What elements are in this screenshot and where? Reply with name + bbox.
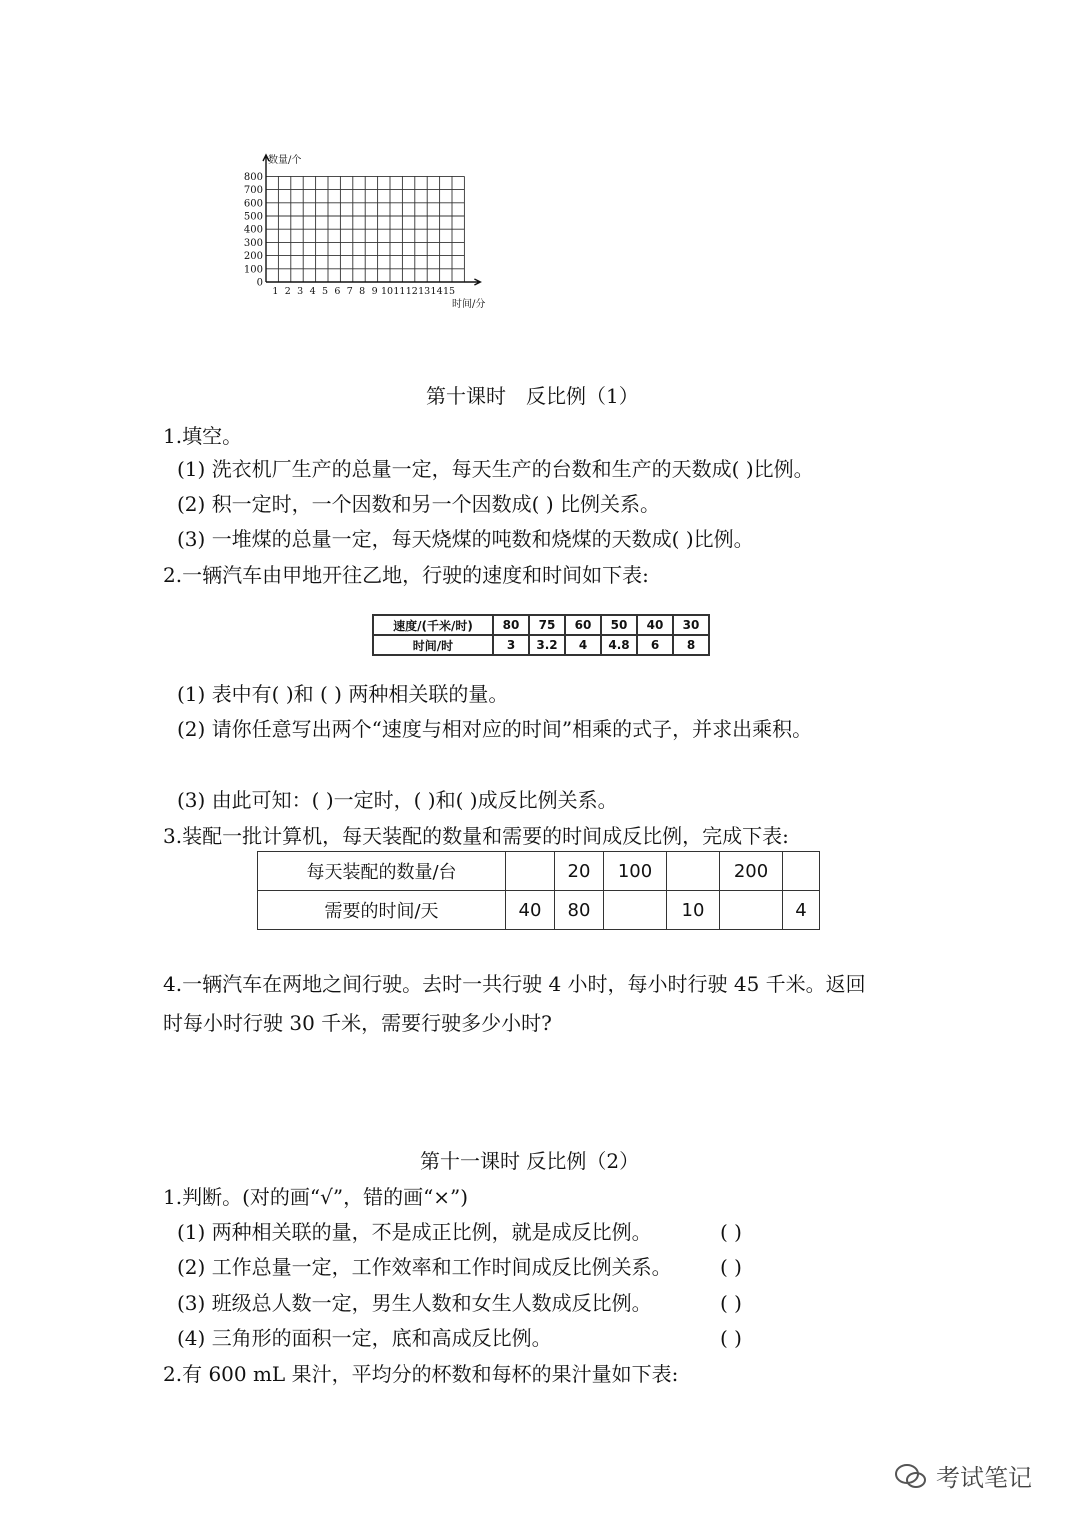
y-tick-label: 0 [256,277,263,289]
table-cell: 60 [565,615,601,635]
table-row-label: 每天装配的数量/台 [258,852,506,891]
table-cell: 20 [555,852,604,891]
table-cell: 10 [667,891,720,930]
chart-grid [266,176,464,282]
answer-bracket[interactable]: ( ) [720,1326,742,1350]
y-tick-label: 700 [243,185,263,197]
table-cell [604,891,667,930]
wechat-icon [894,1462,928,1492]
q4-line-2: 时每小时行驶 30 千米，需要行驶多少小时? [163,1011,552,1035]
x-tick-label: 13 [418,286,431,297]
y-tick-label: 200 [243,251,263,263]
assembly-table [257,851,820,930]
q2-stem: 2.一辆汽车由甲地开往乙地，行驶的速度和时间如下表: [163,563,649,587]
table-cell: 8 [673,635,709,655]
x-tick-label: 15 [442,286,456,297]
q2-item-3: (3) 由此可知：( )一定时，( )和( )成反比例关系。 [177,788,618,812]
x-tick-label: 3 [297,286,304,297]
q2-item-1: (1) 表中有( )和 ( ) 两种相关联的量。 [177,682,509,706]
judge-stem: 1.判断。(对的画“√”，错的画“×”) [163,1185,469,1209]
table-cell: 4 [783,891,820,930]
table-cell: 30 [673,615,709,635]
table-cell [667,852,720,891]
table-cell: 50 [601,615,637,635]
judge-item-2: (2) 工作总量一定，工作效率和工作时间成反比例关系。 [177,1255,672,1279]
judge-item-1: (1) 两种相关联的量，不是成正比例，就是成反比例。 [177,1220,652,1244]
x-tick-label: 6 [334,286,341,297]
speed-time-table [372,614,710,656]
x-tick-label: 5 [321,286,329,297]
section11-title: 第十一课时 反比例（2） [420,1149,640,1173]
table-row-label: 速度/(千米/时) [373,615,493,635]
table-row-label: 需要的时间/天 [258,891,506,930]
x-tick-labels [272,286,455,297]
table-cell: 6 [637,635,673,655]
q1-stem: 1.填空。 [163,424,243,448]
x-tick-label: 7 [346,286,353,297]
table-cell: 80 [493,615,529,635]
table-cell: 4 [565,635,601,655]
q2-item-2: (2) 请你任意写出两个“速度与相对应的时间”相乘的式子，并求出乘积。 [177,717,813,741]
q1-item-3: (3) 一堆煤的总量一定，每天烧煤的吨数和烧煤的天数成( )比例。 [177,527,754,551]
q3-stem: 3.装配一批计算机，每天装配的数量和需要的时间成反比例，完成下表: [163,824,789,848]
watermark-text: 考试笔记 [936,1464,1032,1492]
answer-bracket[interactable]: ( ) [720,1255,742,1279]
x-tick-label: 10 [380,286,394,297]
y-axis [263,155,269,282]
table-cell: 3 [493,635,529,655]
x-axis-label: 时间/分 [452,299,486,310]
table-cell: 4.8 [601,635,637,655]
y-tick-label: 100 [243,264,263,276]
q4-line-1: 4.一辆汽车在两地之间行驶。去时一共行驶 4 小时，每小时行驶 45 千米。返回 [163,972,866,996]
x-axis [266,279,480,285]
y-tick-label: 300 [243,237,263,249]
y-tick-labels [244,172,263,289]
x-tick-label: 9 [371,286,378,297]
y-tick-label: 500 [243,211,263,223]
chart-axes [263,155,480,285]
table-cell: 75 [529,615,565,635]
answer-bracket[interactable]: ( ) [720,1291,742,1315]
y-axis-label: 数量/个 [268,155,302,166]
section10-title: 第十课时 反比例（1） [426,384,639,408]
y-tick-label: 800 [243,171,263,183]
x-tick-label: 11 [393,286,406,297]
x-tick-label: 8 [359,286,366,297]
x-tick-label: 2 [284,286,291,297]
q1-item-1: (1) 洗衣机厂生产的总量一定，每天生产的台数和生产的天数成( )比例。 [177,457,814,481]
table-cell: 3.2 [529,635,565,655]
table-cell: 200 [720,852,783,891]
table-cell [720,891,783,930]
q1-item-2: (2) 积一定时，一个因数和另一个因数成( ) 比例关系。 [177,492,661,516]
juice-stem: 2.有 600 mL 果汁，平均分的杯数和每杯的果汁量如下表: [163,1362,679,1386]
x-tick-label: 4 [309,286,316,297]
table-cell: 40 [506,891,555,930]
table-cell [783,852,820,891]
x-tick-label: 1 [272,286,279,297]
y-tick-label: 400 [243,224,263,236]
table-cell [506,852,555,891]
y-tick-label: 600 [243,198,263,210]
judge-item-3: (3) 班级总人数一定，男生人数和女生人数成反比例。 [177,1291,652,1315]
table-cell: 80 [555,891,604,930]
answer-bracket[interactable]: ( ) [720,1220,742,1244]
table-cell: 100 [604,852,667,891]
grid-chart [230,150,520,320]
x-tick-label: 12 [405,286,418,297]
table-cell: 40 [637,615,673,635]
judge-item-4: (4) 三角形的面积一定，底和高成反比例。 [177,1326,552,1350]
table-row-label: 时间/时 [373,635,493,655]
x-tick-label: 14 [430,286,443,297]
